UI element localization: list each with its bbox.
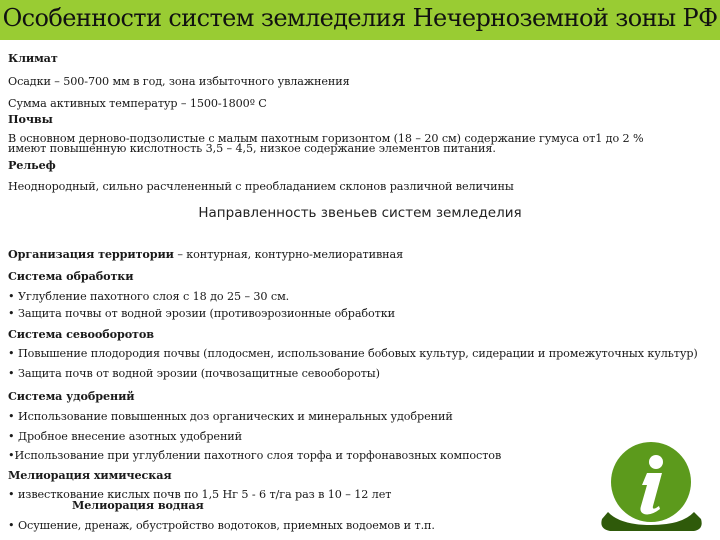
climate-precipitation: Осадки – 500-700 мм в год, зона избыточного увлажнения xyxy=(8,75,350,88)
info-icon-dot xyxy=(649,455,663,469)
fertilizer-item-1: • Использование повышенных доз органических и минеральных удобрений xyxy=(8,410,453,423)
chemical-heading: Мелиорация химическая xyxy=(8,468,172,482)
tillage-item-1: • Углубление пахотного слоя с 18 до 25 – 30 см. xyxy=(8,290,290,303)
climate-temperature: Сумма активных температур – 1500-1800º С xyxy=(8,97,267,110)
tillage-heading: Система обработки xyxy=(8,269,134,283)
info-icon xyxy=(596,437,706,535)
water-item: • Осушение, дренаж, обустройство водотоков, приемных водоемов и т.п. xyxy=(8,519,435,532)
water-heading: Мелиорация водная xyxy=(72,498,204,512)
chemical-item: • известкование кислых почв по 1,5 Нг 5 - 6 т/га раз в 10 – 12 лет xyxy=(8,488,392,501)
climate-heading: Климат xyxy=(8,51,58,65)
fertilizer-item-2: • Дробное внесение азотных удобрений xyxy=(8,430,243,443)
relief-heading: Рельеф xyxy=(8,158,56,172)
fertilizer-heading: Система удобрений xyxy=(8,389,135,403)
relief-text: Неоднородный, сильно расчлененный с преобладанием склонов различной величины xyxy=(8,180,514,193)
soils-line-2: имеют повышенную кислотность 3,5 – 4,5, низкое содержание элементов питания. xyxy=(8,142,496,155)
slide-title: Особенности систем земледелия Нечерноземной зоны РФ xyxy=(2,4,718,32)
rotation-item-1: • Повышение плодородия почвы (плодосмен, использование бобовых культур, сидерации и промежуточных культур) xyxy=(8,347,698,360)
soils-line-1: В основном дерново-подзолистые с малым пахотным горизонтом (18 – 20 см) содержание гумуса от1 до 2 % xyxy=(8,132,644,145)
soils-heading: Почвы xyxy=(8,112,53,126)
fertilizer-item-3: •Использование при углублении пахотного слоя торфа и торфонавозных компостов xyxy=(8,449,502,462)
section-heading: Направленность звеньев систем земледелия xyxy=(198,205,522,221)
rotation-item-2: • Защита почв от водной эрозии (почвозащитные севообороты) xyxy=(8,367,380,380)
territory-heading: Организация территории xyxy=(8,247,174,261)
territory-text: – контурная, контурно-мелиоративная xyxy=(173,248,404,261)
territory-line xyxy=(8,248,403,261)
rotation-heading: Система севооборотов xyxy=(8,327,154,341)
tillage-item-2: • Защита почвы от водной эрозии (противоэрозионные обработки xyxy=(8,307,396,320)
